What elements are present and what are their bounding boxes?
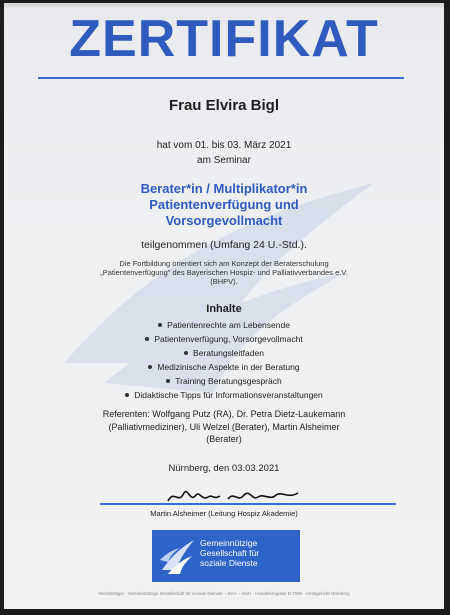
list-item: Patientenverfügung, Vorsorgevollmacht xyxy=(4,332,444,346)
organization-logo xyxy=(152,530,300,582)
bullet-icon xyxy=(184,351,188,355)
speakers-line-3: (Berater) xyxy=(206,434,242,444)
list-item: Patientenrechte am Lebensende xyxy=(4,318,444,332)
bullet-icon xyxy=(166,379,170,383)
speakers xyxy=(4,408,444,446)
signature-icon xyxy=(164,483,304,509)
place-date: Nürnberg, den 03.03.2021 xyxy=(168,463,280,474)
doves-logo-icon xyxy=(158,536,198,576)
bullet-icon xyxy=(145,337,149,341)
course-title-line-1: Berater*in / Multiplikator*in xyxy=(140,181,308,196)
course-info xyxy=(4,259,444,286)
participation-text: teilgenommen (Umfang 24 U.-Std.). xyxy=(141,239,307,251)
contents-heading: Inhalte xyxy=(206,303,242,315)
recipient-name: Frau Elvira Bigl xyxy=(168,97,280,114)
contents-list xyxy=(4,318,444,402)
bullet-icon xyxy=(148,365,152,369)
certificate-page xyxy=(4,3,444,609)
logo-text-line-1: Gemeinnützige xyxy=(200,538,258,548)
logo-text-line-2: Gesellschaft für xyxy=(200,548,260,558)
signature-line xyxy=(100,503,396,505)
course-info-line-2: „Patientenverfügung" des Bayerischen Hospiz- und Palliativverbandes e.V. xyxy=(100,268,348,277)
date-range: hat vom 01. bis 03. März 2021 xyxy=(156,140,292,151)
footer-legal: Rechtsträger · Gemeinnützige Gesellschaft für soziale Dienste – DAA – mbH · Handelsregister B 7096 · Amtsgericht Nürnberg xyxy=(98,591,350,596)
course-title xyxy=(4,181,444,229)
speakers-line-1: Referenten: Wolfgang Putz (RA), Dr. Petra Dietz-Laukemann xyxy=(102,409,346,419)
course-info-line-1: Die Fortbildung orientiert sich am Konzept der Beraterschulung xyxy=(119,259,329,268)
signer-name: Martin Alsheimer (Leitung Hospiz Akademie) xyxy=(150,509,298,518)
course-title-line-3: Vorsorgevollmacht xyxy=(165,213,283,228)
list-item: Beratungsleitfaden xyxy=(4,346,444,360)
bullet-icon xyxy=(158,323,162,327)
course-info-line-3: (BHPV). xyxy=(210,277,238,286)
course-title-line-2: Patientenverfügung und xyxy=(149,197,299,212)
logo-text-line-3: soziale Dienste xyxy=(200,558,258,568)
bullet-icon xyxy=(125,393,129,397)
logo-text xyxy=(200,538,298,568)
list-item: Training Beratungsgespräch xyxy=(4,374,444,388)
top-divider xyxy=(38,77,404,79)
certificate-title: ZERTIFIKAT xyxy=(69,10,379,68)
speakers-line-2: (Palliativmediziner), Uli Welzel (Berater), Martin Alsheimer xyxy=(108,421,340,432)
list-item: Medizinische Aspekte in der Beratung xyxy=(4,360,444,374)
list-item: Didaktische Tipps für Informationsveranstaltungen xyxy=(4,388,444,402)
seminar-label: am Seminar xyxy=(197,155,251,166)
